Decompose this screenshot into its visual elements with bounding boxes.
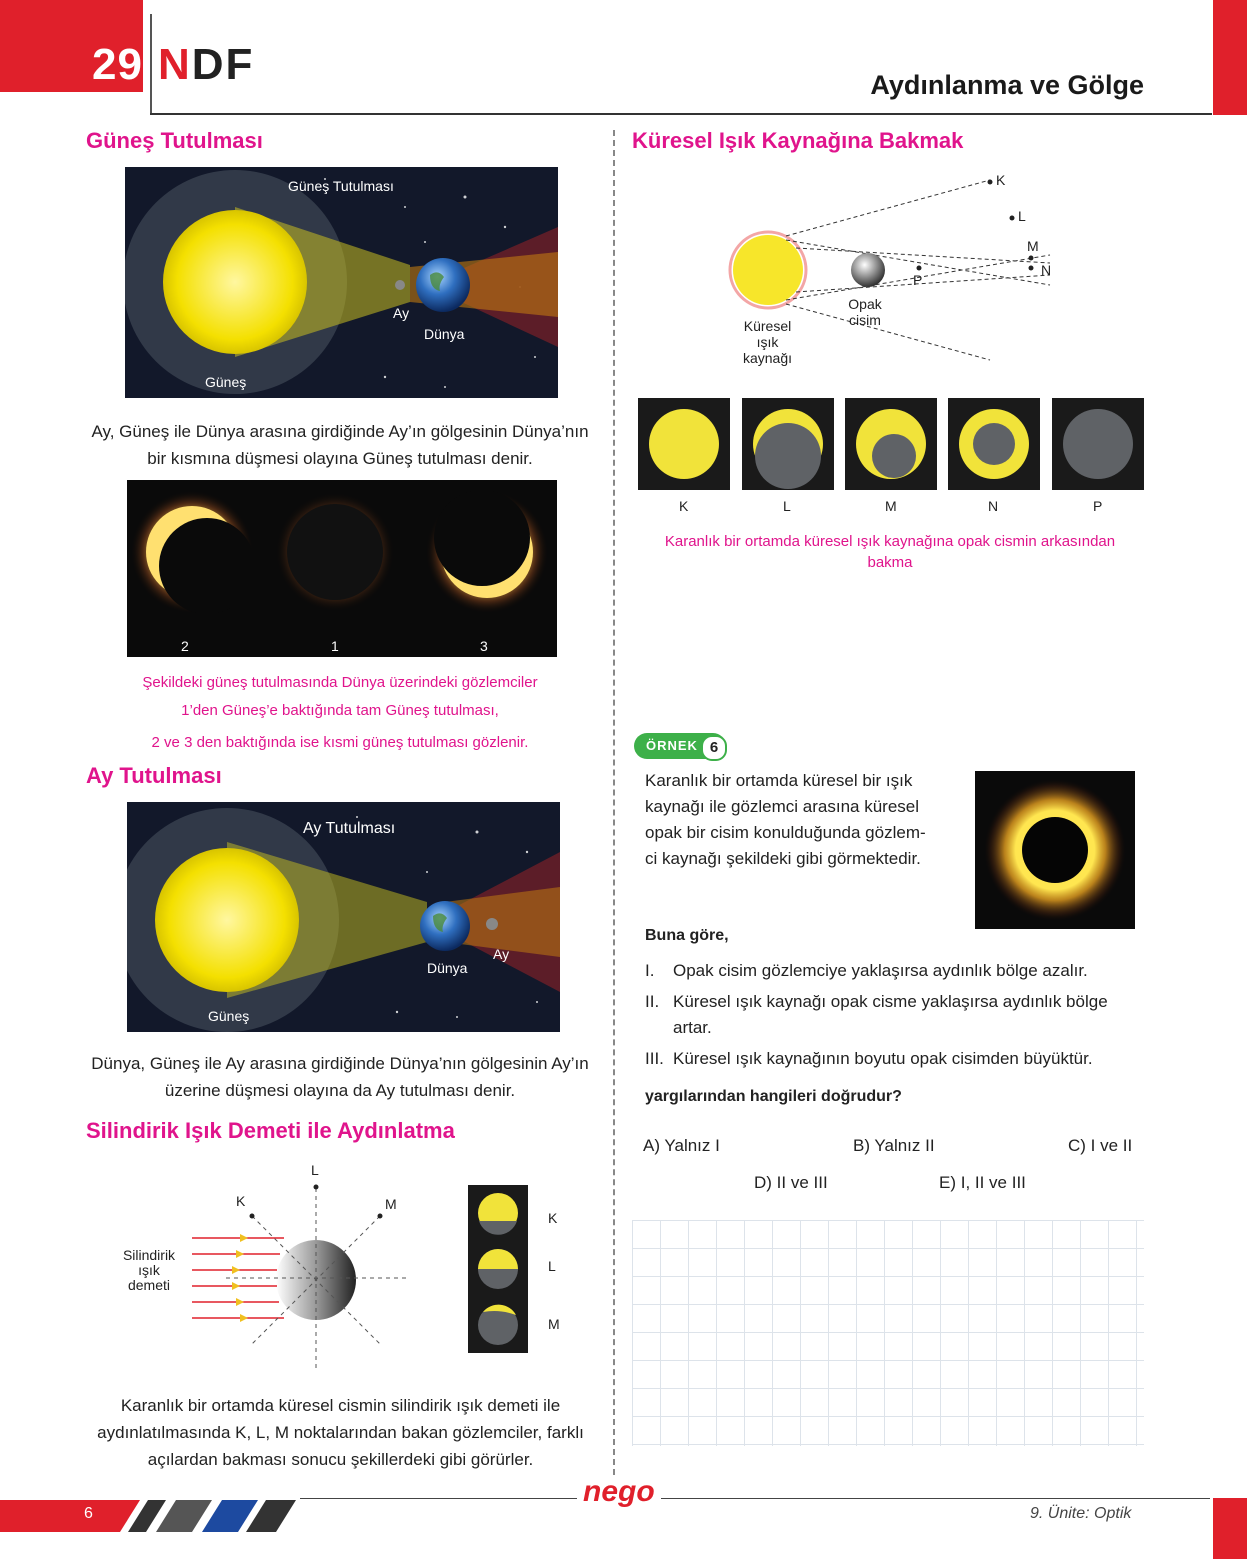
cylindrical-beam-figure — [180, 1160, 420, 1375]
opaque-body-label: Opak cisim — [848, 296, 882, 328]
point-k: K — [996, 172, 1006, 188]
solar-eclipse-figure — [125, 167, 558, 398]
spherical-caption-line2: bakma — [867, 554, 913, 571]
view-l: L — [783, 498, 791, 514]
header-line — [150, 113, 1212, 115]
footer-right-tab — [1213, 1498, 1247, 1559]
cylindrical-paragraph: Karanlık bir ortamda küresel cismin silindirik ışık demeti ile aydınlatılmasında K, L, M noktalarından bakan gözlemciler, farklı açılardan bakması sonucu şekillerdeki gibi görürler. — [97, 1396, 584, 1469]
footer-page-number: 6 — [84, 1505, 93, 1522]
solar-phases-figure — [127, 480, 557, 657]
option-d[interactable]: D) II ve III — [754, 1173, 828, 1192]
statement-1: Opak cisim gözlemciye yaklaşırsa aydınlık bölge azalır. — [673, 961, 1088, 980]
option-a[interactable]: A) Yalnız I — [643, 1136, 720, 1155]
lunar-label-sun: Güneş — [208, 1008, 250, 1024]
solar-eclipse-paragraph: Ay, Güneş ile Dünya arasına girdiğinde Ay’ın gölgesinin Dünya’nın bir kısmına düşmesi olayına Güneş tutulması denir. — [91, 422, 589, 468]
view-m: M — [885, 498, 897, 514]
solar-label-earth: Dünya — [424, 326, 465, 342]
spherical-source-label: Küresel ışık kaynağı — [742, 318, 793, 366]
lunar-label-earth: Dünya — [427, 960, 468, 976]
chapter-title: Aydınlanma ve Gölge — [870, 70, 1144, 100]
option-b[interactable]: B) Yalnız II — [853, 1136, 935, 1155]
view-n: N — [988, 498, 999, 514]
point-n: N — [1041, 262, 1052, 278]
statement-2: Küresel ışık kaynağı opak cisme yaklaşırsa aydınlık bölge artar. — [673, 992, 1108, 1037]
view-label-k: K — [548, 1210, 558, 1226]
cylindrical-views-figure — [468, 1185, 528, 1353]
example-eclipse-image — [975, 771, 1135, 929]
view-label-l: L — [548, 1258, 556, 1274]
footer-stripes — [0, 1496, 300, 1536]
scratch-grid — [632, 1220, 1144, 1446]
spherical-caption-line1: Karanlık bir ortamda küresel ışık kaynağına opak cismin arkasından — [664, 533, 1116, 550]
example-lead: Buna göre, — [645, 927, 729, 944]
header-divider — [150, 14, 152, 114]
beam-label: Silindirik ışık demeti — [122, 1247, 176, 1293]
option-c[interactable]: C) I ve II — [1068, 1136, 1133, 1155]
section-heading-lunar-eclipse: Ay Tutulması — [86, 763, 222, 788]
point-p: P — [913, 272, 923, 288]
example-text: Karanlık bir ortamda küresel bir ışık kaynağı ile gözlemci arasına küresel opak bir cisim konulduğunda gözlem- ci kaynağı şekildeki gibi görmektedir. — [645, 771, 926, 868]
view-k: K — [679, 498, 689, 514]
lunar-fig-title: Ay Tutulması — [303, 820, 396, 837]
solar-label-moon: Ay — [393, 305, 410, 321]
statement-3-num: III. — [645, 1049, 664, 1068]
spherical-views-figure — [638, 398, 1144, 490]
phase-label-1: 1 — [331, 638, 339, 654]
phase-label-3: 3 — [480, 638, 488, 654]
statement-2-num: II. — [645, 992, 660, 1011]
example-badge-label: ÖRNEK — [646, 738, 698, 753]
header-right-tab — [1213, 0, 1247, 115]
footer-logo: nego — [577, 1475, 661, 1509]
view-p: P — [1093, 498, 1103, 514]
option-e[interactable]: E) I, II ve III — [939, 1173, 1026, 1192]
lunar-eclipse-paragraph: Dünya, Güneş ile Ay arasına girdiğinde Dünya’nın gölgesinin Ay’ın üzerine düşmesi olayına da Ay tutulması denir. — [91, 1054, 589, 1100]
statement-3: Küresel ışık kaynağının boyutu opak cisimden büyüktür. — [673, 1049, 1093, 1068]
phase-label-2: 2 — [181, 638, 189, 654]
footer-line — [300, 1498, 1210, 1499]
brand-logo: NDF — [158, 40, 255, 89]
example-number: 6 — [701, 735, 727, 761]
cyl-point-k: K — [236, 1193, 246, 1209]
solar-caption-line3: 2 ve 3 den baktığında ise kısmi güneş tutulması gözlenir. — [151, 734, 529, 751]
column-divider — [613, 130, 615, 1495]
solar-fig-title: Güneş Tutulması — [288, 178, 394, 194]
cyl-point-m: M — [385, 1196, 397, 1212]
cyl-point-l: L — [311, 1162, 319, 1178]
view-label-m: M — [548, 1316, 560, 1332]
lunar-label-moon: Ay — [493, 946, 510, 962]
solar-caption-line1: Şekildeki güneş tutulmasında Dünya üzerindeki gözlemciler — [142, 674, 538, 691]
point-l: L — [1018, 208, 1026, 224]
section-heading-spherical-source: Küresel Işık Kaynağına Bakmak — [632, 128, 964, 153]
statement-1-num: I. — [645, 961, 655, 980]
point-m: M — [1027, 238, 1039, 254]
example-question: yargılarından hangileri doğrudur? — [645, 1088, 902, 1105]
footer-unit: 9. Ünite: Optik — [1030, 1505, 1132, 1522]
solar-caption-line2: 1’den Güneş’e baktığında tam Güneş tutulması, — [181, 702, 499, 719]
section-heading-solar-eclipse: Güneş Tutulması — [86, 128, 263, 153]
page-number-badge: 29 — [92, 40, 143, 89]
section-heading-cylindrical-beam: Silindirik Işık Demeti ile Aydınlatma — [86, 1118, 455, 1143]
solar-label-sun: Güneş — [205, 374, 247, 390]
